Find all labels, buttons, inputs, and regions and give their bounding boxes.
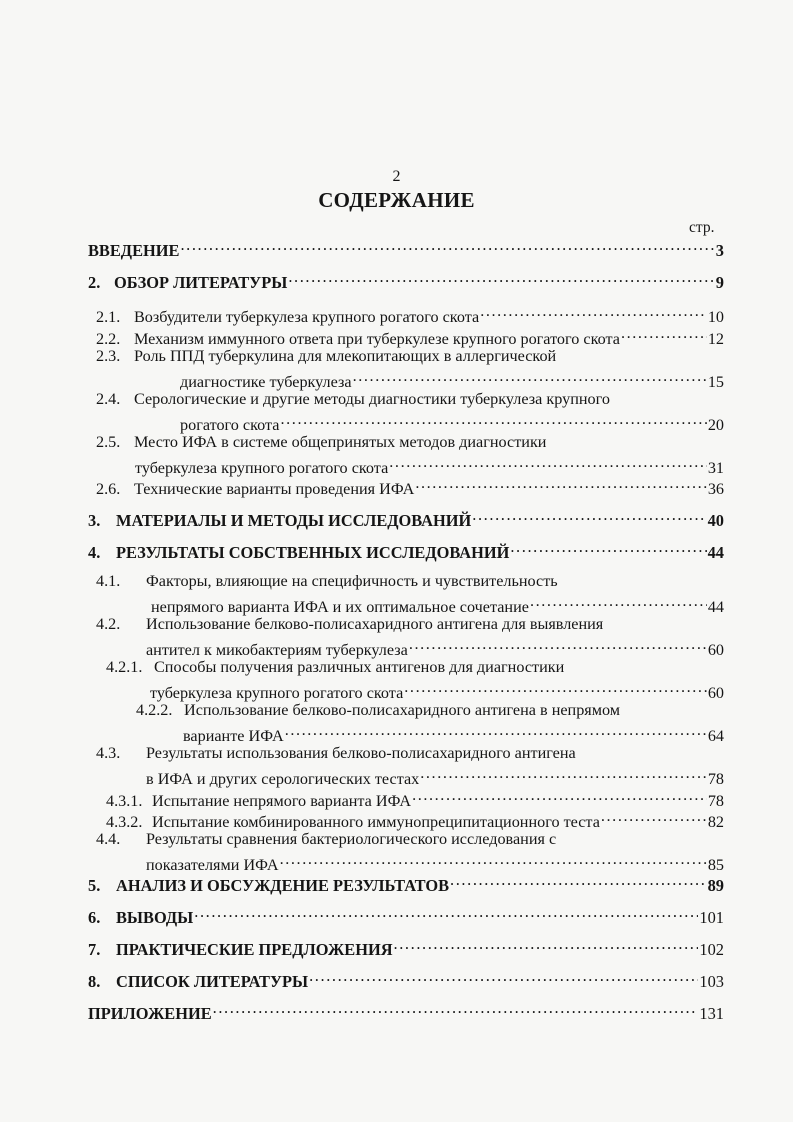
toc-entry-page: 44 xyxy=(707,598,724,616)
toc-entry-page: 60 xyxy=(707,684,724,702)
toc-entry-section-4[interactable] xyxy=(88,538,724,562)
toc-entry-4-2-2-continuation[interactable] xyxy=(183,721,724,745)
toc-entry-title: ПРИЛОЖЕНИЕ xyxy=(88,1004,212,1023)
toc-entry-title: СПИСОК ЛИТЕРАТУРЫ xyxy=(116,972,309,991)
toc-entry-2-4[interactable] xyxy=(96,389,724,409)
toc-entry-4-3[interactable] xyxy=(96,743,724,763)
dot-leader xyxy=(389,453,707,473)
dot-leader xyxy=(415,474,707,494)
toc-entry-section-6[interactable] xyxy=(88,903,724,927)
toc-entry-title: непрямого варианта ИФА и их оптимальное сочетание xyxy=(151,598,529,616)
toc-entry-page: 101 xyxy=(699,908,724,927)
dot-leader xyxy=(412,786,707,806)
toc-entry-page: 85 xyxy=(707,856,724,874)
toc-entry-section-8[interactable] xyxy=(88,967,724,991)
toc-entry-title: АНАЛИЗ И ОБСУЖДЕНИЕ РЕЗУЛЬТАТОВ xyxy=(116,876,450,895)
dot-leader xyxy=(404,678,707,698)
toc-entry-title: Использование белково-полисахаридного антигена для выявления xyxy=(146,615,604,633)
toc-entry-title: ПРАКТИЧЕСКИЕ ПРЕДЛОЖЕНИЯ xyxy=(116,940,393,959)
toc-entry-title: Серологические и другие методы диагностики туберкулеза крупного xyxy=(134,390,610,408)
dot-leader xyxy=(288,268,714,288)
toc-entry-number: 2. xyxy=(88,273,101,292)
dot-leader xyxy=(472,506,706,526)
page-number: 2 xyxy=(392,168,401,185)
toc-entry-title: МАТЕРИАЛЫ И МЕТОДЫ ИССЛЕДОВАНИЙ xyxy=(116,511,472,530)
toc-entry-number: 3. xyxy=(88,511,101,530)
dot-leader xyxy=(480,302,707,322)
toc-entry-number: 5. xyxy=(88,876,101,895)
toc-entry-number: 2.3. xyxy=(96,347,121,365)
toc-entry-title: Результаты использования белково-полисахаридного антигена xyxy=(146,744,576,762)
toc-entry-2-3[interactable] xyxy=(96,346,724,366)
toc-entry-4-2-1-continuation[interactable] xyxy=(150,678,724,702)
toc-entry-number: 8. xyxy=(88,972,101,991)
toc-entry-title: ОБЗОР ЛИТЕРАТУРЫ xyxy=(114,273,288,292)
toc-entry-section-7[interactable] xyxy=(88,935,724,959)
dot-leader xyxy=(194,903,698,923)
toc-entry-title: Возбудители туберкулеза крупного рогатого скота xyxy=(134,308,480,326)
toc-entry-title: Испытание комбинированного иммунопреципитационного теста xyxy=(152,813,600,831)
dot-leader xyxy=(510,538,706,558)
dot-leader xyxy=(213,999,699,1019)
toc-entry-2-5-continuation[interactable] xyxy=(135,453,724,477)
toc-entry-title: Факторы, влияющие на специфичность и чувствительность xyxy=(146,572,558,590)
toc-entry-page: 60 xyxy=(707,641,724,659)
toc-entry-number: 2.1. xyxy=(96,308,121,326)
toc-entry-page: 12 xyxy=(707,330,724,348)
toc-entry-number: 4.3.1. xyxy=(106,792,143,810)
toc-entry-number: 4.2. xyxy=(96,615,121,633)
toc-entry-appendix[interactable] xyxy=(88,999,724,1023)
toc-entry-page: 103 xyxy=(699,972,724,991)
toc-entry-number: 4.4. xyxy=(96,830,121,848)
toc-entry-title: в ИФА и других серологических тестах xyxy=(146,770,420,788)
toc-entry-page: 10 xyxy=(707,308,724,326)
toc-entry-page: 20 xyxy=(707,416,724,434)
toc-entry-title: варианте ИФА xyxy=(183,727,284,745)
toc-entry-title: Способы получения различных антигенов для диагностики xyxy=(154,658,565,676)
toc-entry-4-3-continuation[interactable] xyxy=(146,764,724,788)
toc-entry-2-1[interactable] xyxy=(96,302,724,326)
toc-entry-4-1-continuation[interactable] xyxy=(151,592,724,616)
toc-entry-4-2-2[interactable] xyxy=(136,700,724,720)
toc-entry-page: 102 xyxy=(699,940,724,959)
toc-entry-page: 44 xyxy=(707,543,724,562)
toc-entry-number: 4.3.2. xyxy=(106,813,143,831)
toc-entry-title: Технические варианты проведения ИФА xyxy=(134,480,415,498)
toc-entry-title: Механизм иммунного ответа при туберкулезе крупного рогатого скота xyxy=(134,330,620,348)
dot-leader xyxy=(280,850,707,870)
toc-entry-title: ВЫВОДЫ xyxy=(116,908,194,927)
toc-entry-number: 6. xyxy=(88,908,101,927)
toc-entry-section-2[interactable] xyxy=(88,268,724,292)
toc-entry-number: 2.6. xyxy=(96,480,121,498)
dot-leader xyxy=(394,935,699,955)
page-column-label: стр. xyxy=(689,219,715,236)
toc-entry-number: 7. xyxy=(88,940,101,959)
toc-entry-page: 89 xyxy=(707,876,724,895)
toc-entry-2-5[interactable] xyxy=(96,432,724,452)
toc-entry-page: 131 xyxy=(699,1004,724,1023)
toc-entry-title: ВВЕДЕНИЕ xyxy=(88,241,180,260)
toc-entry-4-2-continuation[interactable] xyxy=(146,635,724,659)
dot-leader xyxy=(285,721,707,741)
dot-leader xyxy=(281,410,707,430)
dot-leader xyxy=(420,764,707,784)
toc-entry-4-3-1[interactable] xyxy=(106,786,724,810)
toc-entry-page: 82 xyxy=(707,813,724,831)
toc-entry-page: 64 xyxy=(707,727,724,745)
toc-entry-title: показателями ИФА xyxy=(146,856,279,874)
toc-entry-title: рогатого скота xyxy=(180,416,280,434)
toc-entry-page: 31 xyxy=(707,459,724,477)
toc-entry-4-1[interactable] xyxy=(96,571,724,591)
toc-entry-number: 4.1. xyxy=(96,572,121,590)
toc-entry-4-2[interactable] xyxy=(96,614,724,634)
toc-entry-section-3[interactable] xyxy=(88,506,724,530)
toc-entry-4-2-1[interactable] xyxy=(106,657,724,677)
toc-entry-4-3-2[interactable] xyxy=(106,807,724,831)
toc-entry-number: 2.5. xyxy=(96,433,121,451)
dot-leader xyxy=(180,236,714,256)
dot-leader xyxy=(450,871,707,891)
toc-entry-title: Место ИФА в системе общепринятых методов диагностики xyxy=(134,433,547,451)
toc-entry-4-4[interactable] xyxy=(96,829,724,849)
toc-entry-title: антител к микобактериям туберкулеза xyxy=(146,641,408,659)
toc-entry-title: Использование белково-полисахаридного антигена в непрямом xyxy=(184,701,621,719)
toc-entry-intro[interactable] xyxy=(88,236,724,260)
toc-entry-title: Результаты сравнения бактериологического исследования с xyxy=(146,830,557,848)
page-title: СОДЕРЖАНИЕ xyxy=(318,188,475,212)
dot-leader xyxy=(353,367,707,387)
toc-entry-title: Роль ППД туберкулина для млекопитающих в аллергической xyxy=(134,347,557,365)
toc-entry-number: 4.2.1. xyxy=(106,658,143,676)
toc-entry-title: туберкулеза крупного рогатого скота xyxy=(150,684,404,702)
toc-entry-2-6[interactable] xyxy=(96,474,724,498)
toc-entry-number: 4.2.2. xyxy=(136,701,173,719)
dot-leader xyxy=(309,967,698,987)
toc-entry-number: 2.4. xyxy=(96,390,121,408)
dot-leader xyxy=(621,324,707,344)
toc-entry-2-2[interactable] xyxy=(96,324,724,348)
toc-entry-page: 36 xyxy=(707,480,724,498)
toc-entry-4-4-continuation[interactable] xyxy=(146,850,724,874)
toc-entry-page: 78 xyxy=(707,770,724,788)
toc-entry-number: 4.3. xyxy=(96,744,121,762)
toc-entry-title: туберкулеза крупного рогатого скота xyxy=(135,459,389,477)
dot-leader xyxy=(530,592,707,612)
toc-entry-2-3-continuation[interactable] xyxy=(180,367,724,391)
toc-entry-page: 15 xyxy=(707,373,724,391)
toc-entry-page: 78 xyxy=(707,792,724,810)
toc-entry-2-4-continuation[interactable] xyxy=(180,410,724,434)
toc-entry-section-5[interactable] xyxy=(88,871,724,895)
toc-entry-page: 9 xyxy=(715,273,724,292)
dot-leader xyxy=(601,807,707,827)
toc-entry-number: 4. xyxy=(88,543,101,562)
dot-leader xyxy=(409,635,707,655)
toc-entry-title: РЕЗУЛЬТАТЫ СОБСТВЕННЫХ ИССЛЕДОВАНИЙ xyxy=(116,543,510,562)
toc-entry-title: диагностике туберкулеза xyxy=(180,373,352,391)
toc-entry-page: 3 xyxy=(715,241,724,260)
toc-entry-title: Испытание непрямого варианта ИФА xyxy=(152,792,412,810)
toc-entry-page: 40 xyxy=(707,511,724,530)
toc-entry-number: 2.2. xyxy=(96,330,121,348)
